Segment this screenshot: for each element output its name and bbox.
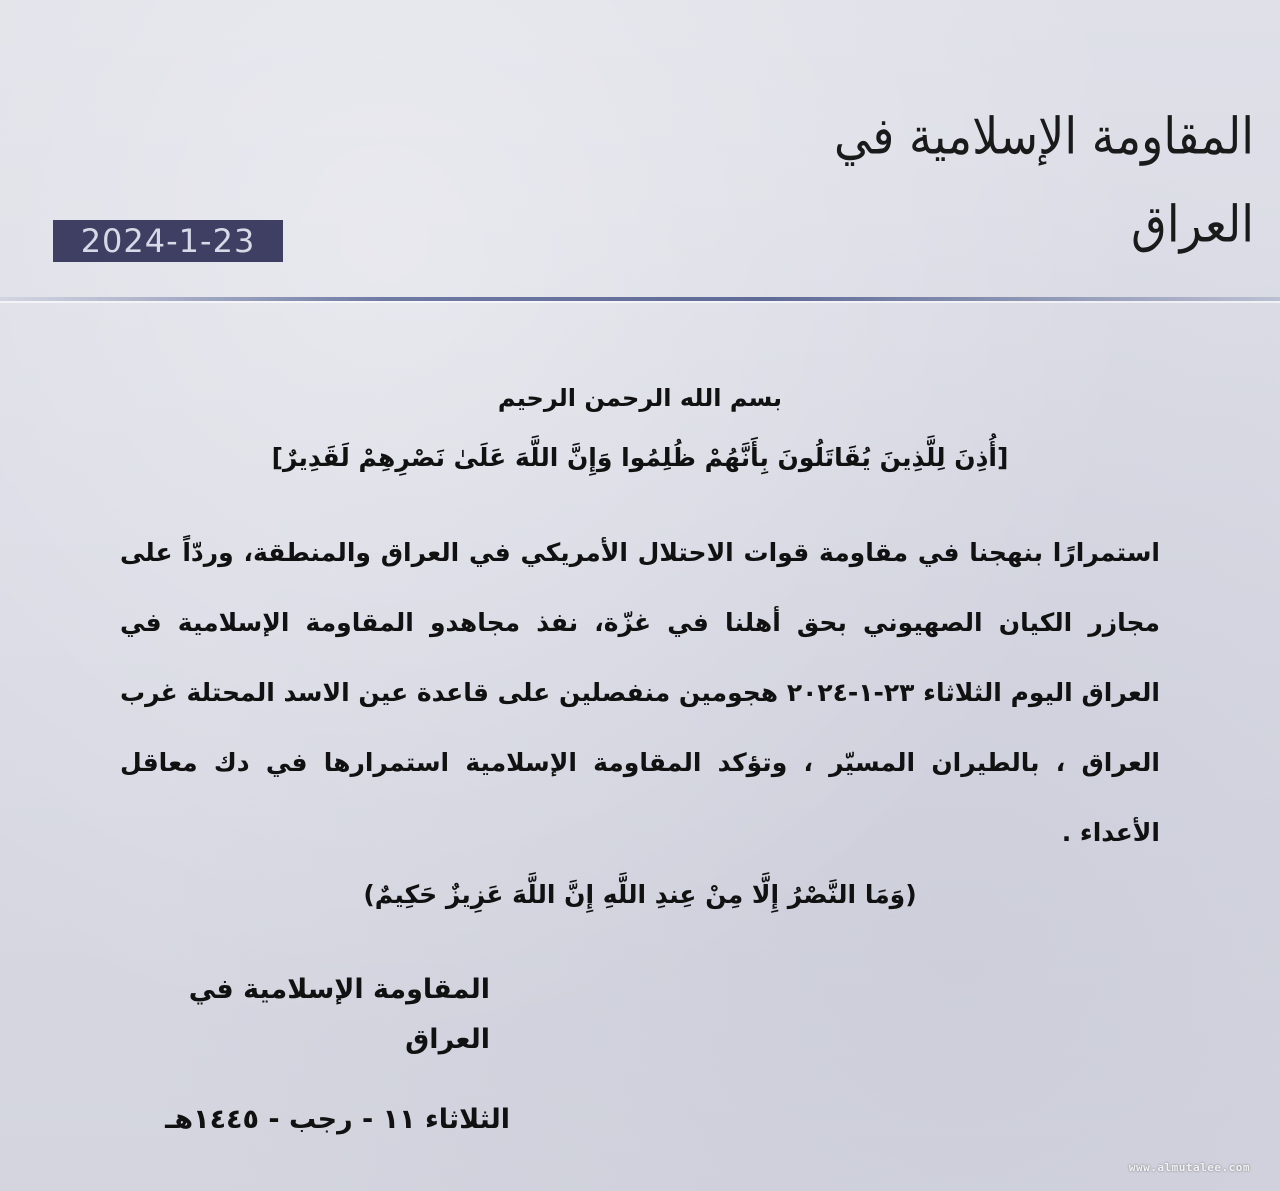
signature-block [100,965,520,1145]
organization-logo: المقاومة الإسلامية في العراق [834,106,1254,254]
opening-verse: [أُذِنَ لِلَّذِينَ يُقَاتَلُونَ بِأَنَّهُمْ ظُلِمُوا وَإِنَّ اللَّهَ عَلَىٰ نَصْرِهِمْ لَقَدِيرٌ] [271,443,1009,472]
signature-hijri-date: الثلاثاء ١١ - رجب - ١٤٤٥هـ [165,1104,510,1135]
basmala: بسم الله الرحمن الرحيم [497,384,783,412]
closing-verse: (وَمَا النَّصْرُ إِلَّا مِنْ عِندِ اللَّهِ إِنَّ اللَّهَ عَزِيزٌ حَكِيمٌ) [363,880,917,909]
header-divider-highlight [0,301,1280,303]
signature-name: المقاومة الإسلامية في العراق [188,974,490,1055]
site-watermark: www.almutalee.com [1128,1161,1250,1174]
date-badge: 2024-1-23 [53,220,283,262]
statement-content [120,370,1160,868]
statement-body: استمرارًا بنهجنا في مقاومة قوات الاحتلال الأمريكي في العراق والمنطقة، وردّاً على مجازر الكيان الصهيوني بحق أهلنا في غزّة، نفذ مجاهدو المقاومة الإسلامية في العراق اليوم الثلاثاء ٢٣-١-٢٠٢٤ هجومين منفصلين على قاعدة عين الاسد المحتلة غرب العراق ، بالطيران المسيّر ، وتؤكد المقاومة الإسلامية استمرارها في دك معاقل الأعداء . [120,538,1160,847]
